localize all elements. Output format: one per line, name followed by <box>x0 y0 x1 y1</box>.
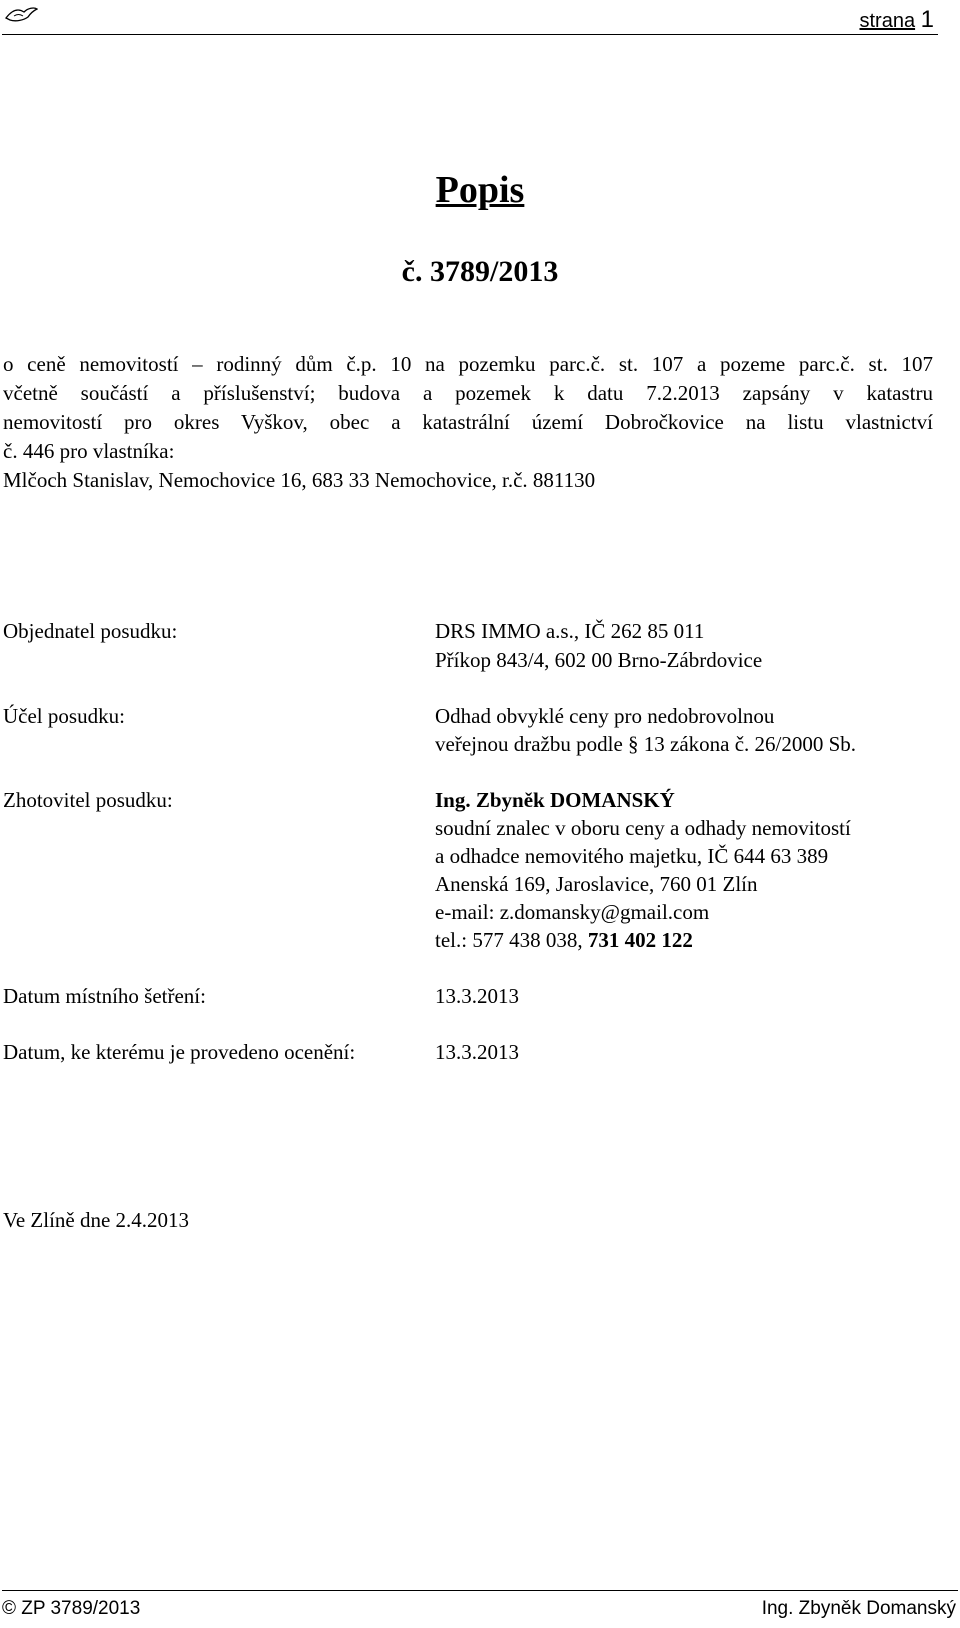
description-line: včetně součástí a příslušenství; budova a pozemek k datu 7.2.2013 zapsány v katastru <box>3 381 933 405</box>
footer-author: Ing. Zbyněk Domanský <box>761 1598 956 1619</box>
place-date: Ve Zlíně dne 2.4.2013 <box>3 1208 190 1232</box>
description-line: č. 446 pro vlastníka: <box>3 439 175 463</box>
author-line: Anenská 169, Jaroslavice, 760 01 Zlín <box>435 872 758 896</box>
inspection-label: Datum místního šetření: <box>3 984 206 1008</box>
author-phone <box>435 926 693 955</box>
client-label: Objednatel posudku: <box>3 619 178 643</box>
purpose-line: veřejnou dražbu podle § 13 zákona č. 26/2000 Sb. <box>435 732 857 756</box>
author-email: e-mail: z.domansky@gmail.com <box>435 900 710 924</box>
author-line: soudní znalec v oboru ceny a odhady nemovitostí <box>435 816 851 840</box>
author-phone-mobile: 731 402 122 <box>587 928 693 952</box>
document-number: č. 3789/2013 <box>401 255 559 288</box>
author-line: a odhadce nemovitého majetku, IČ 644 63 389 <box>435 844 829 868</box>
description-line: o ceně nemovitostí – rodinný dům č.p. 10 na pozemku parc.č. st. 107 a pozeme parc.č. st. 107 <box>3 352 933 376</box>
client-line: DRS IMMO a.s., IČ 262 85 011 <box>435 619 705 643</box>
page-number-value: 1 <box>920 6 934 33</box>
bird-logo-icon <box>4 4 38 26</box>
page-header <box>2 0 938 35</box>
author-name: Ing. Zbyněk DOMANSKÝ <box>435 788 675 812</box>
footer-divider <box>2 1590 958 1591</box>
purpose-label: Účel posudku: <box>3 704 125 728</box>
description-line: nemovitostí pro okres Vyškov, obec a katastrální území Dobročkovice na listu vlastnictví <box>3 410 933 434</box>
page-label: strana <box>859 10 916 32</box>
footer-copyright: © ZP 3789/2013 <box>2 1598 141 1619</box>
valuation-date: 13.3.2013 <box>435 1040 519 1064</box>
document-title: Popis <box>435 169 525 211</box>
description-line: Mlčoch Stanislav, Nemochovice 16, 683 33 Nemochovice, r.č. 881130 <box>3 468 596 492</box>
purpose-line: Odhad obvyklé ceny pro nedobrovolnou <box>435 704 775 728</box>
inspection-date: 13.3.2013 <box>435 984 519 1008</box>
author-phone-prefix: tel.: 577 438 038, <box>435 928 588 952</box>
valuation-label: Datum, ke kterému je provedeno ocenění: <box>3 1040 356 1064</box>
author-label: Zhotovitel posudku: <box>3 788 173 812</box>
document-description <box>3 350 933 495</box>
client-line: Příkop 843/4, 602 00 Brno-Zábrdovice <box>435 648 763 672</box>
page-number <box>859 6 934 34</box>
